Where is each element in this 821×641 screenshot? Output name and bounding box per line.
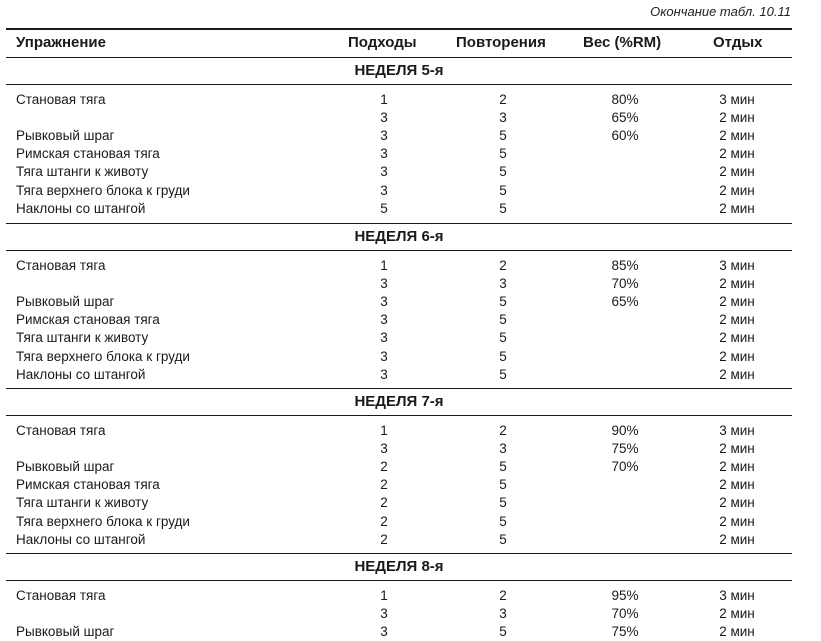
cell-weight: 65% [611, 110, 639, 126]
cell-rest: 2 мин [719, 624, 755, 640]
cell-name: Рывковый шраг [16, 459, 115, 475]
week-title: НЕДЕЛЯ 6-я [354, 228, 444, 245]
cell-rest: 3 мин [719, 92, 755, 107]
cell-weight: 65% [611, 294, 639, 310]
cell-sets: 3 [380, 110, 388, 126]
cell-rest: 2 мин [719, 182, 755, 198]
cell-sets: 2 [380, 477, 388, 493]
cell-name: Наклоны со штангой [16, 531, 146, 547]
cell-sets: 1 [380, 423, 388, 438]
cell-reps: 3 [499, 276, 507, 292]
cell-weight: 85% [611, 258, 639, 273]
cell-rest: 2 мин [719, 294, 755, 310]
cell-sets: 1 [380, 92, 388, 107]
cell-sets: 2 [380, 459, 388, 475]
cell-reps: 5 [499, 182, 507, 198]
cell-sets: 3 [380, 348, 388, 364]
cell-rest: 2 мин [719, 531, 755, 547]
header-bottom-rule [6, 57, 792, 58]
cell-name: Рывковый шраг [16, 624, 115, 640]
cell-sets: 3 [380, 164, 388, 180]
cell-rest: 2 мин [719, 348, 755, 364]
cell-weight: 80% [611, 92, 639, 107]
cell-rest: 3 мин [719, 588, 755, 603]
cell-rest: 2 мин [719, 164, 755, 180]
cell-sets: 1 [380, 588, 388, 603]
cell-sets: 3 [380, 312, 388, 328]
cell-rest: 2 мин [719, 477, 755, 493]
cell-reps: 5 [499, 531, 507, 547]
cell-name: Наклоны со штангой [16, 200, 146, 216]
cell-name: Становая тяга [16, 258, 106, 273]
cell-rest: 2 мин [719, 330, 755, 346]
cell-reps: 5 [499, 330, 507, 346]
cell-reps: 5 [499, 624, 507, 640]
cell-name: Рывковый шраг [16, 294, 115, 310]
cell-rest: 2 мин [719, 110, 755, 126]
cell-rest: 2 мин [719, 146, 755, 162]
cell-name: Римская становая тяга [16, 146, 160, 162]
cell-weight: 70% [611, 276, 639, 292]
header-sets: Подходы [348, 34, 417, 51]
cell-rest: 2 мин [719, 441, 755, 457]
section-end-rule [6, 553, 792, 554]
cell-sets: 3 [380, 276, 388, 292]
cell-name: Римская становая тяга [16, 312, 160, 328]
cell-reps: 5 [499, 495, 507, 511]
cell-reps: 5 [499, 513, 507, 529]
week-divider [6, 415, 792, 416]
cell-rest: 2 мин [719, 128, 755, 144]
cell-reps: 5 [499, 348, 507, 364]
section-end-rule [6, 388, 792, 389]
header-weight: Вес (%RM) [583, 34, 662, 51]
cell-reps: 2 [499, 423, 507, 438]
week-title: НЕДЕЛЯ 8-я [354, 558, 444, 575]
cell-name: Становая тяга [16, 423, 106, 438]
table-caption: Окончание табл. 10.11 [650, 4, 791, 19]
cell-reps: 2 [499, 92, 507, 107]
cell-reps: 3 [499, 606, 507, 622]
header-exercise: Упражнение [16, 34, 106, 51]
cell-sets: 1 [380, 258, 388, 273]
week-title: НЕДЕЛЯ 7-я [354, 393, 444, 410]
cell-reps: 3 [499, 441, 507, 457]
cell-weight: 90% [611, 423, 639, 438]
cell-rest: 2 мин [719, 276, 755, 292]
cell-reps: 5 [499, 146, 507, 162]
cell-rest: 2 мин [719, 513, 755, 529]
cell-name: Тяга верхнего блока к груди [16, 182, 190, 198]
cell-sets: 5 [380, 200, 388, 216]
cell-name: Тяга верхнего блока к груди [16, 348, 190, 364]
week-divider [6, 250, 792, 251]
cell-sets: 2 [380, 531, 388, 547]
cell-weight: 70% [611, 459, 639, 475]
cell-weight: 75% [611, 624, 639, 640]
section-end-rule [6, 223, 792, 224]
cell-name: Рывковый шраг [16, 128, 115, 144]
cell-name: Тяга штанги к животу [16, 164, 149, 180]
header-reps: Повторения [456, 34, 546, 51]
cell-sets: 3 [380, 330, 388, 346]
cell-rest: 2 мин [719, 459, 755, 475]
cell-name: Тяга верхнего блока к груди [16, 513, 190, 529]
cell-reps: 5 [499, 459, 507, 475]
cell-reps: 2 [499, 258, 507, 273]
cell-reps: 5 [499, 128, 507, 144]
cell-name: Наклоны со штангой [16, 366, 146, 382]
cell-rest: 2 мин [719, 495, 755, 511]
cell-sets: 3 [380, 366, 388, 382]
cell-sets: 3 [380, 624, 388, 640]
cell-sets: 2 [380, 513, 388, 529]
cell-rest: 3 мин [719, 258, 755, 273]
cell-sets: 2 [380, 495, 388, 511]
table-top-rule [6, 28, 792, 30]
cell-reps: 5 [499, 200, 507, 216]
cell-reps: 5 [499, 294, 507, 310]
cell-rest: 2 мин [719, 606, 755, 622]
cell-rest: 2 мин [719, 366, 755, 382]
cell-reps: 5 [499, 164, 507, 180]
cell-reps: 2 [499, 588, 507, 603]
cell-name: Римская становая тяга [16, 477, 160, 493]
cell-weight: 70% [611, 606, 639, 622]
cell-name: Тяга штанги к животу [16, 330, 149, 346]
cell-name: Тяга штанги к животу [16, 495, 149, 511]
week-title: НЕДЕЛЯ 5-я [354, 62, 444, 79]
cell-rest: 3 мин [719, 423, 755, 438]
cell-sets: 3 [380, 606, 388, 622]
cell-sets: 3 [380, 441, 388, 457]
cell-sets: 3 [380, 146, 388, 162]
cell-name: Становая тяга [16, 588, 106, 603]
header-rest: Отдых [713, 34, 763, 51]
week-divider [6, 580, 792, 581]
week-divider [6, 84, 792, 85]
cell-reps: 3 [499, 110, 507, 126]
cell-sets: 3 [380, 182, 388, 198]
cell-reps: 5 [499, 477, 507, 493]
cell-weight: 75% [611, 441, 639, 457]
cell-reps: 5 [499, 366, 507, 382]
cell-sets: 3 [380, 128, 388, 144]
cell-weight: 60% [611, 128, 639, 144]
cell-name: Становая тяга [16, 92, 106, 107]
cell-rest: 2 мин [719, 200, 755, 216]
cell-weight: 95% [611, 588, 639, 603]
cell-rest: 2 мин [719, 312, 755, 328]
cell-sets: 3 [380, 294, 388, 310]
cell-reps: 5 [499, 312, 507, 328]
